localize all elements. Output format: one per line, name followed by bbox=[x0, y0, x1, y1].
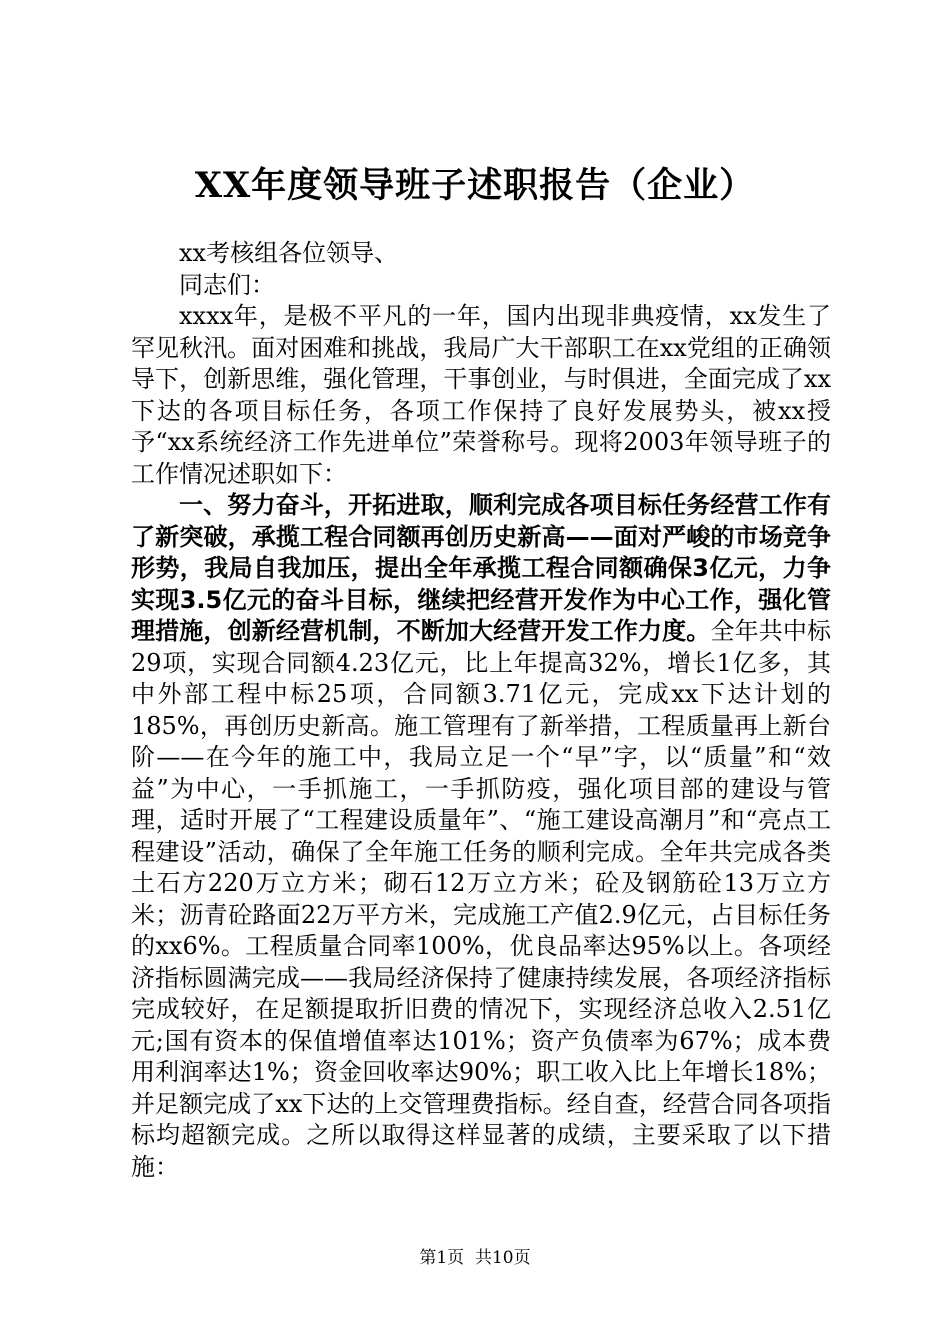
salutation-line-2: 同志们： bbox=[179, 270, 275, 299]
salutation-line-1: xx考核组各位领导、 bbox=[179, 239, 399, 267]
page-number-label: 第1页 共10页 bbox=[419, 1248, 531, 1268]
intro-paragraph: xxxx年，是极不平凡的一年，国内出现非典疫情，xx发生了罕见秋汛。面对困难和挑战，我局广大干部职工在xx党组的正确领导下，创新思维，强化管理，干事创业，与时俱进，全面完成了xx下达的各项目标任务，各项工作保持了良好发展势头，被xx授予“xx系统经济工作先进单位”荣誉称号。现将2003年领导班子的工作情况述职如下： bbox=[131, 302, 831, 488]
page-footer bbox=[0, 1243, 950, 1268]
section-1-heading: 一、努力奋斗，开拓进取，顺利完成各项目标任务经营工作有了新突破，承揽工程合同额再创历史新高——面对严峻的市场竞争形势，我局自我加压，提出全年承揽工程合同额确保3亿元，力争实现3.5亿元的奋斗目标，继续把经营开发作为中心工作，强化管理措施，创新经营机制，不断加大经营开发工作力度。 bbox=[131, 491, 831, 645]
document-body bbox=[131, 238, 831, 1183]
section-1-body: 全年共中标29项，实现合同额4.23亿元，比上年提高32%，增长1亿多，其中外部工程中标25项，合同额3.71亿元，完成xx下达计划的185%，再创历史新高。施工管理有了新举措，工程质量再上新台阶——在今年的施工中，我局立足一个“早”字，以“质量”和“效益”为中心，一手抓施工，一手抓防疫，强化项目部的建设与管理，适时开展了“工程建设质量年”、“施工建设高潮月”和“亮点工程建设”活动，确保了全年施工任务的顺利完成。全年共完成各类土石方220万立方米；砌石12万立方米；砼及钢筋砼13万立方米；沥青砼路面22万平方米，完成施工产值2.9亿元，占目标任务的xx6%。工程质量合同率100%，优良品率达95%以上。各项经济指标圆满完成——我局经济保持了健康持续发展，各项经济指标完成较好，在足额提取折旧费的情况下，实现经济总收入2.51亿元;国有资本的保值增值率达101%；资产负债率为67%；成本费用利润率达1%；资金回收率达90%；职工收入比上年增长18%；并足额完成了xx下达的上交管理费指标。经自查，经营合同各项指标均超额完成。之所以取得这样显著的成绩，主要采取了以下措施： bbox=[131, 617, 832, 1181]
document-title: XX年度领导班子述职报告（企业） bbox=[194, 165, 756, 206]
section-1-paragraph bbox=[131, 490, 831, 1183]
